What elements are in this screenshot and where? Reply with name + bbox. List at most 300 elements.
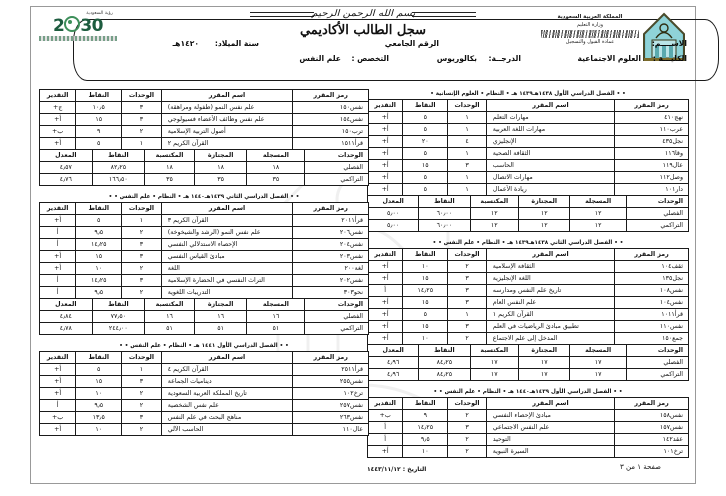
course-code: نفس١١٠ [615,321,689,333]
course-points: ١٠ [76,388,122,400]
summary-registered: ١٧ [570,357,627,369]
summary-col-units: الوحدات [626,345,688,357]
summary-col-units: الوحدات [305,150,369,162]
table-row [40,424,369,436]
course-code: ترب١٥٠ [293,126,369,138]
course-points: ٢٠ [403,136,448,148]
table-row [368,112,689,124]
course-name: الثقافة الصحية [486,148,614,160]
course-units: ٣ [448,273,487,285]
summary-col-registered: المسجلة [247,299,305,311]
summary-col-earned: المكتسبة [470,196,519,208]
course-name: مناهج البحث في علم النفس [161,412,293,424]
course-units: ٣ [448,321,487,333]
table-header-row [40,352,369,364]
table-row [40,138,369,150]
course-grade: أ+ [40,251,76,263]
course-name: التراث النفسي في الحضارة الإسلامية [161,275,293,287]
summary-earned: ١٨ [145,162,195,174]
course-units: ٣ [448,422,487,434]
course-points: ١٥ [403,321,448,333]
summary-header-row [40,150,369,162]
course-code: نفس٢٠٦ [293,227,369,239]
course-units: ٢ [448,446,487,458]
table-row [40,102,369,114]
table-row [368,184,689,196]
course-grade: أ [40,227,76,239]
summary-col-units: الوحدات [626,196,688,208]
grades-table [367,248,689,345]
course-name: مهارات اللغة العربية [486,124,614,136]
course-grade: أ [40,287,76,299]
birth-year-label: سنة الميلاد: [214,39,259,48]
semester-header: • • الفصل الدراسي الأول ١٤٤١ هـ • النظام • علم النفس • • [119,343,289,349]
summary-gpa: ٤٫٥٧ [40,162,93,174]
course-grade: أ+ [368,136,403,148]
semester-header: • • الفصل الدراسي الأول ١٤٣٨هـ١٤٣٩ هـ • النظام • العلوم الإنسانية • [430,91,626,97]
summary-earned: ١٧ [470,357,519,369]
course-units: ١ [448,184,487,196]
course-grade: أ+ [368,148,403,160]
course-name: الإنجليزي [486,136,614,148]
col-header-name: اسم المقرر [161,90,293,102]
table-header-row [368,398,689,410]
summary-table [367,344,689,381]
table-row [368,434,689,446]
summary-points: ٨٢٫٢٥ [92,162,145,174]
course-units: ٣ [448,297,487,309]
summary-col-passed: المجتازة [194,299,247,311]
course-grade: أ+ [40,376,76,388]
course-name: علم نفس وظائف الأعضاء فسيولوجي [161,114,293,126]
course-units: ٢ [122,263,161,275]
summary-label: الفصلي [626,208,688,220]
course-code: نفس٢٠٤ [293,239,369,251]
summary-passed: ٣٥ [194,174,247,186]
course-units: ٣ [448,160,487,172]
ministry-line-2: وزارة التعليم [576,21,604,28]
semester-header: • • الفصل الدراسي الأول ١٤٣٩هـ١٤٤٠ هـ • النظام • علم النفس • • [433,389,623,395]
course-name: التوحيد [486,434,614,446]
course-code: ثقف١٠٤ [615,261,689,273]
table-row [368,309,689,321]
semester-column-right [367,89,689,473]
course-units: ١ [448,309,487,321]
course-units: ١ [122,215,161,227]
summary-header-row [368,196,689,208]
summary-registered: ١٦ [247,311,305,323]
course-units: ١ [448,148,487,160]
course-grade: أ+ [40,138,76,150]
course-code: نفس١٥٠ [293,102,369,114]
course-units: ٤ [448,136,487,148]
table-row [368,148,689,160]
transcript-sheet [30,6,696,484]
course-name: علم نفس النمو (طفولة ومراهقة) [161,102,293,114]
ministry-line-4: عمادة القبول والتسجيل [565,39,615,46]
course-name: مبادئ القياس النفسي [161,251,293,263]
summary-points: ٧٧٫٥٠ [92,311,145,323]
page-number: صفحة ١ من ٣ [619,463,661,471]
bismillah-text: بسم الله الرحمن الرحيم [310,9,416,19]
course-points: ٩ [76,126,122,138]
header-row-2 [39,54,689,66]
course-grade: ج+ [40,102,76,114]
summary-col-passed: المجتازة [194,150,247,162]
course-code: نهج٤١٠ [615,112,689,124]
col-header-name: اسم المقرر [486,249,614,261]
table-row [40,114,369,126]
course-grade: أ [40,239,76,251]
course-grade: أ+ [40,388,76,400]
col-header-code: رمز المقرر [293,352,369,364]
course-points: ١٥ [403,160,448,172]
semester-block [367,387,689,464]
course-units: ٢ [448,434,487,446]
summary-row-semester [368,357,689,369]
course-units: ٢ [448,261,487,273]
student-name-label: الاســــم: [651,39,687,48]
course-units: ٣ [122,251,161,263]
summary-points: ٦٠٫٠٠ [419,208,470,220]
course-name: علم نفس النمو (الرشد والشيخوخة) [161,227,293,239]
course-name: التدريبات اللغوية [161,287,293,299]
col-header-grade: التقدير [368,100,403,112]
summary-table [39,149,369,186]
summary-passed: ١٢ [519,220,570,232]
course-code: قرأ١٠١١ [615,309,689,321]
table-row [40,251,369,263]
table-row [368,273,689,285]
course-grade: أ [40,400,76,412]
semester-block [39,89,369,192]
course-grade: أ+ [368,172,403,184]
course-name: السيرة النبوية [486,446,614,458]
date-stamp: التاريخ : ١٤٤٣/١١/١٢ [367,466,427,473]
course-points: ٩٫٥ [76,400,122,412]
course-name: الإحصاء الاستدلالي النفسي [161,239,293,251]
course-units: ٢ [122,126,161,138]
course-code: نفس١٠٨ [615,285,689,297]
summary-earned: ١٢ [470,208,519,220]
col-header-code: رمز المقرر [615,100,689,112]
course-points: ١٥ [76,376,122,388]
summary-registered: ١٢ [570,220,627,232]
summary-row-semester [40,311,369,323]
col-header-grade: التقدير [40,352,76,364]
course-grade: أ+ [368,160,403,172]
course-units: ٢ [122,400,161,412]
summary-points: ١٦٦٫٥٠ [92,174,145,186]
table-row [368,410,689,422]
course-name: علم نفس الشخصية [161,400,293,412]
summary-gpa: ٤٫٧٦ [40,174,93,186]
summary-col-points: النقاط [92,150,145,162]
summary-row-semester [368,208,689,220]
course-units: ٣ [122,412,161,424]
course-name: اللغة الإنجليزية [486,273,614,285]
course-grade: أ+ [368,184,403,196]
summary-gpa: ٤٫٨٤ [40,311,93,323]
course-code: نفس١٥٨ [615,410,689,422]
summary-label: الفصلي [305,162,369,174]
course-units: ٢ [122,227,161,239]
page-title: سجل الطالب الأكاديمي [299,23,427,38]
summary-col-earned: المكتسبة [145,299,195,311]
course-points: ٩٫٥ [76,227,122,239]
summary-passed: ١٢ [519,208,570,220]
course-grade: أ [368,422,403,434]
course-name: الثقافة الإسلامية [486,261,614,273]
course-points: ١٠٫٥ [76,102,122,114]
summary-label: التراكمي [305,174,369,186]
course-points: ١٠ [403,446,448,458]
course-points: ٩٫٥ [76,287,122,299]
summary-gpa: ٤٫٩٦ [368,357,419,369]
summary-gpa: ٤٫٩٦ [368,369,419,381]
summary-earned: ٥١ [145,323,195,335]
course-units: ١ [448,112,487,124]
summary-row-cumulative [368,369,689,381]
course-points: ٥ [403,309,448,321]
summary-label: الفصلي [305,311,369,323]
course-grade: ب+ [40,412,76,424]
summary-label: التراكمي [626,220,688,232]
summary-gpa: ٥٫٠٠ [368,220,419,232]
course-units: ٣ [122,102,161,114]
table-row [368,172,689,184]
course-points: ١٥ [403,297,448,309]
course-code: ترخ١٠١ [615,446,689,458]
course-grade: أ+ [40,215,76,227]
table-row [368,124,689,136]
course-code: عقد١٤٢ [615,434,689,446]
summary-col-registered: المسجلة [247,150,305,162]
grades-table [367,397,689,458]
summary-points: ٢٤٤٫٠٠ [92,323,145,335]
summary-points: ٦٠٫٠٠ [419,220,470,232]
summary-passed: ٥١ [194,323,247,335]
course-grade: ب+ [368,410,403,422]
summary-col-gpa: المعدل [40,150,93,162]
summary-header-row [40,299,369,311]
summary-table [367,195,689,232]
university-id-label: الرقم الجامعي [384,39,439,48]
course-name: اللغة [161,263,293,275]
col-header-grade: التقدير [368,398,403,410]
summary-label: التراكمي [305,323,369,335]
course-name: علم النفس العام [486,297,614,309]
table-header-row [40,90,369,102]
semester-block [39,341,369,442]
col-header-units: الوحدات [122,352,161,364]
course-points: ١٤٫٢٥ [76,275,122,287]
course-units: ٢ [122,388,161,400]
table-row [40,215,369,227]
table-row [40,227,369,239]
course-name: مهارات الاتصال [486,172,614,184]
course-grade: أ [40,275,76,287]
summary-registered: ٣٥ [247,174,305,186]
summary-registered: ١٨ [247,162,305,174]
col-header-code: رمز المقرر [293,203,369,215]
course-code: نحو٣٠٣ [293,287,369,299]
course-name: الحاسب الآلي [161,424,293,436]
course-grade: أ+ [368,446,403,458]
summary-passed: ١٧ [519,369,570,381]
course-code: وقا١١٦ [615,148,689,160]
col-header-name: اسم المقرر [486,100,614,112]
course-code: نفس١٠٤ [615,297,689,309]
summary-earned: ٣٥ [145,174,195,186]
course-code: نفس٢٠٣ [293,251,369,263]
summary-registered: ١٢ [570,208,627,220]
table-row [40,275,369,287]
summary-header-row [368,345,689,357]
course-points: ١٤٫٢٥ [403,422,448,434]
course-code: نجل١٣٥ [615,273,689,285]
col-header-units: الوحدات [122,90,161,102]
summary-col-passed: المجتازة [519,345,570,357]
semester-block [39,192,369,341]
course-points: ١٥ [76,114,122,126]
bismillah-rule-left [250,12,314,17]
vision-label: رؤية السعودية [86,11,113,16]
summary-col-earned: المكتسبة [145,150,195,162]
table-row [40,388,369,400]
summary-points: ٨٤٫٢٥ [419,369,470,381]
course-name: ريادة الأعمال [486,184,614,196]
course-units: ٣ [122,376,161,388]
col-header-grade: التقدير [40,90,76,102]
course-grade: أ+ [40,263,76,275]
course-units: ١ [122,364,161,376]
course-grade: أ+ [40,424,76,436]
col-header-grade: التقدير [368,249,403,261]
course-points: ١٠ [403,333,448,345]
table-row [368,321,689,333]
course-points: ٩٫٥ [403,434,448,446]
course-name: المدخل إلى علم الاجتماع [486,333,614,345]
summary-gpa: ٤٫٧٨ [40,323,93,335]
col-header-code: رمز المقرر [615,398,689,410]
course-name: تاريخ علم النفس ومدارسه [486,285,614,297]
course-points: ١٥ [76,251,122,263]
summary-points: ٨٤٫٢٥ [419,357,470,369]
col-header-code: رمز المقرر [293,90,369,102]
col-header-points: النقاط [403,100,448,112]
course-name: تاريخ المملكة العربية السعودية [161,388,293,400]
course-points: ٥ [76,364,122,376]
course-grade: أ+ [368,333,403,345]
semester-block [367,89,689,238]
course-code: نفس٢٥٧ [293,400,369,412]
table-row [368,261,689,273]
table-header-row [368,100,689,112]
summary-registered: ١٧ [570,369,627,381]
course-points: ٥ [403,124,448,136]
course-code: قرأ٢٥١١ [293,364,369,376]
table-row [368,297,689,309]
col-header-name: اسم المقرر [486,398,614,410]
birth-year-value: ١٤٢٠هـ [172,39,199,48]
course-points: ١٤٫٢٥ [403,285,448,297]
col-header-units: الوحدات [448,249,487,261]
col-header-points: النقاط [403,249,448,261]
summary-row-cumulative [368,220,689,232]
course-grade: أ+ [368,261,403,273]
course-points: ٥ [403,148,448,160]
summary-row-cumulative [40,323,369,335]
course-points: ٥ [403,112,448,124]
semester-column-left [39,89,369,442]
grades-table [39,351,369,436]
col-header-points: النقاط [76,203,122,215]
col-header-name: اسم المقرر [161,352,293,364]
course-code: نفس٢٥٥ [293,376,369,388]
course-units: ٣ [122,275,161,287]
course-grade: أ [368,285,403,297]
course-grade: ب+ [40,126,76,138]
col-header-units: الوحدات [122,203,161,215]
course-code: عرب١١٠ [615,124,689,136]
course-code: قرأ٢٠١١ [293,215,369,227]
course-units: ٣ [448,285,487,297]
course-name: ديناميات الجماعة [161,376,293,388]
col-header-points: النقاط [403,398,448,410]
summary-registered: ٥١ [247,323,305,335]
table-row [40,287,369,299]
course-code: دار١٠١ [615,184,689,196]
course-grade: أ+ [368,112,403,124]
bismillah-rule-right [412,12,476,17]
course-points: ٥ [76,138,122,150]
table-row [40,412,369,424]
course-units: ٢ [448,410,487,422]
table-row [40,263,369,275]
grades-table [367,99,689,196]
summary-label: الفصلي [626,357,688,369]
summary-col-points: النقاط [419,196,470,208]
summary-col-gpa: المعدل [40,299,93,311]
table-row [368,285,689,297]
col-header-name: اسم المقرر [161,203,293,215]
summary-label: التراكمي [626,369,688,381]
course-points: ١٥ [403,273,448,285]
summary-earned: ١٦ [145,311,195,323]
col-header-points: النقاط [76,90,122,102]
summary-col-gpa: المعدل [368,345,419,357]
summary-row-semester [40,162,369,174]
course-units: ١ [448,124,487,136]
summary-passed: ١٧ [519,357,570,369]
course-name: مهارات التعلم [486,112,614,124]
course-grade: أ+ [368,321,403,333]
summary-col-points: النقاط [92,299,145,311]
course-code: عال١١٩ [615,160,689,172]
course-grade: أ+ [368,273,403,285]
course-points: ١٠ [403,261,448,273]
table-row [368,136,689,148]
table-header-row [40,203,369,215]
course-points: ١٤٫٢٥ [76,239,122,251]
course-code: جمع١٥٠ [615,333,689,345]
course-points: ٩ [403,410,448,422]
major-value: علم النفس [299,54,341,63]
summary-col-gpa: المعدل [368,196,419,208]
course-grade: أ+ [368,309,403,321]
summary-col-points: النقاط [419,345,470,357]
